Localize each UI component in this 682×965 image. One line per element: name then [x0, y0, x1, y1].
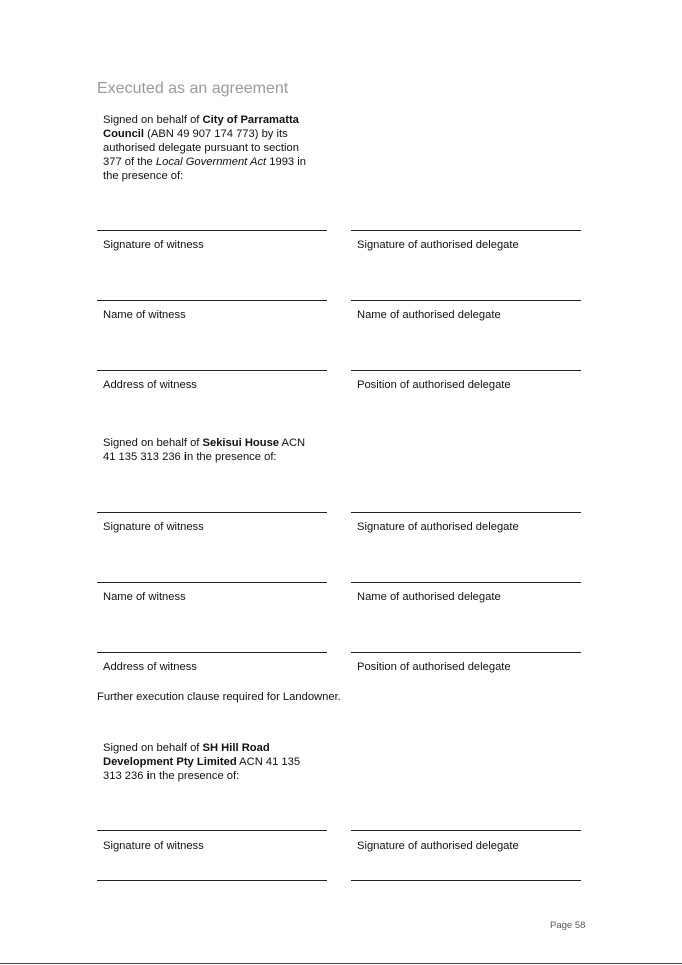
- text: 1993 in: [266, 156, 306, 168]
- label-signature-delegate: Signature of authorised delegate: [357, 239, 519, 251]
- text: Signed on behalf of: [103, 437, 203, 449]
- label-position-delegate: Position of authorised delegate: [357, 379, 511, 391]
- text: authorised delegate pursuant to section: [103, 142, 299, 154]
- name-line[interactable]: [97, 582, 327, 583]
- signing-block-sh-hill-road: [103, 741, 343, 783]
- signing-block-council: [103, 113, 343, 183]
- label-name-delegate: Name of authorised delegate: [357, 591, 501, 603]
- signature-line[interactable]: [351, 830, 581, 831]
- text: Signed on behalf of: [103, 742, 203, 754]
- text: (ABN 49 907 174 773) by its: [144, 128, 288, 140]
- page-heading: Executed as an agreement: [97, 80, 289, 97]
- signature-line[interactable]: [97, 512, 327, 513]
- address-line[interactable]: [97, 652, 327, 653]
- text: ACN: [279, 437, 306, 449]
- text: 41 135 313 236: [103, 451, 184, 463]
- party-name: Sekisui House: [202, 437, 280, 449]
- signature-line[interactable]: [351, 880, 581, 881]
- address-line[interactable]: [97, 370, 327, 371]
- signature-line[interactable]: [351, 512, 581, 513]
- label-position-delegate: Position of authorised delegate: [357, 661, 511, 673]
- label-signature-witness: Signature of witness: [103, 840, 204, 852]
- text: n the presence of:: [186, 451, 277, 463]
- position-line[interactable]: [351, 370, 581, 371]
- label-signature-witness: Signature of witness: [103, 521, 204, 533]
- party-name-cont: Development Pty Limited: [103, 756, 237, 768]
- position-line[interactable]: [351, 652, 581, 653]
- text: the presence of:: [103, 170, 184, 182]
- act-name: Local Government Act: [155, 156, 267, 168]
- signature-line[interactable]: [97, 830, 327, 831]
- further-execution-note: Further execution clause required for Landowner.: [97, 691, 341, 703]
- page-number: Page 58: [550, 920, 586, 931]
- text: Signed on behalf of: [103, 114, 203, 126]
- party-name-cont: Council: [103, 128, 145, 140]
- party-name: City of Parramatta: [202, 114, 299, 126]
- name-line[interactable]: [351, 582, 581, 583]
- label-name-witness: Name of witness: [103, 309, 186, 321]
- text: n the presence of:: [149, 770, 240, 782]
- signature-line[interactable]: [97, 230, 327, 231]
- text: 377 of the: [103, 156, 156, 168]
- label-name-delegate: Name of authorised delegate: [357, 309, 501, 321]
- label-name-witness: Name of witness: [103, 591, 186, 603]
- text: ACN 41 135: [236, 756, 301, 768]
- label-address-witness: Address of witness: [103, 661, 197, 673]
- text-bold: i: [146, 770, 150, 782]
- name-line[interactable]: [351, 300, 581, 301]
- text-bold: i: [183, 451, 187, 463]
- page-bottom-divider: [0, 963, 682, 964]
- name-line[interactable]: [97, 300, 327, 301]
- text: 313 236: [103, 770, 147, 782]
- label-signature-witness: Signature of witness: [103, 239, 204, 251]
- signing-block-sekisui: [103, 436, 343, 464]
- label-signature-delegate: Signature of authorised delegate: [357, 840, 519, 852]
- signature-line[interactable]: [351, 230, 581, 231]
- label-signature-delegate: Signature of authorised delegate: [357, 521, 519, 533]
- signature-line[interactable]: [97, 880, 327, 881]
- label-address-witness: Address of witness: [103, 379, 197, 391]
- party-name: SH Hill Road: [202, 742, 270, 754]
